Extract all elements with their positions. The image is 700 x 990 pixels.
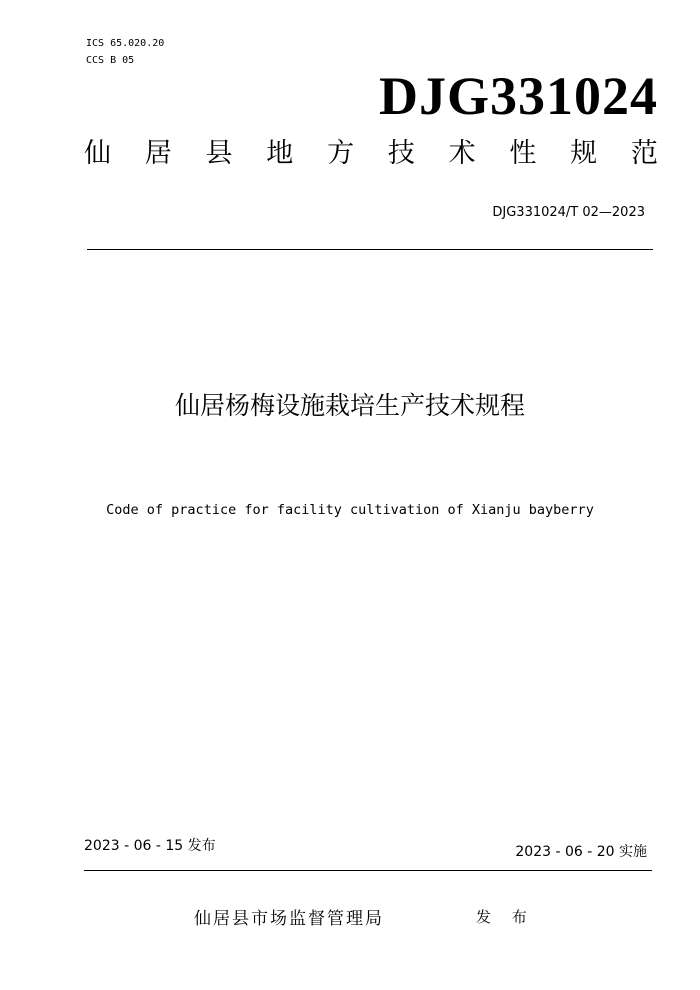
standard-code: DJG331024 (379, 66, 658, 126)
standard-type-char: 县 (205, 138, 233, 169)
standard-type-char: 规 (570, 138, 598, 169)
standard-type-char: 方 (327, 138, 355, 169)
standard-type-title (84, 134, 658, 174)
standard-type-char: 技 (387, 138, 415, 169)
standard-type-char: 地 (266, 138, 294, 169)
publish-label: 发 布 (476, 908, 535, 926)
standard-number: DJG331024/T 02—2023 (492, 205, 645, 220)
issue-date-line (84, 836, 216, 856)
implement-date-line (515, 842, 647, 862)
implement-label: 实施 (619, 844, 647, 860)
standard-type-char: 性 (509, 138, 537, 169)
standard-type-char: 术 (448, 138, 476, 169)
top-divider (87, 249, 653, 250)
implement-date: 2023 - 06 - 20 (515, 844, 615, 860)
issue-label: 发布 (187, 838, 216, 854)
document-title-chinese: 仙居杨梅设施栽培生产技术规程 (174, 391, 525, 420)
standard-type-char: 居 (144, 138, 172, 169)
issue-date: 2023 - 06 - 15 (84, 838, 184, 854)
bottom-divider (84, 870, 652, 871)
ccs-code: CCS B 05 (86, 55, 135, 66)
standard-type-char: 范 (630, 138, 658, 169)
issuing-authority: 仙居县市场监督管理局 (194, 909, 384, 929)
standard-type-char: 仙 (84, 138, 111, 169)
document-title-english: Code of practice for facility cultivation of Xianju bayberry (106, 502, 594, 518)
ics-code: ICS 65.020.20 (86, 38, 165, 49)
